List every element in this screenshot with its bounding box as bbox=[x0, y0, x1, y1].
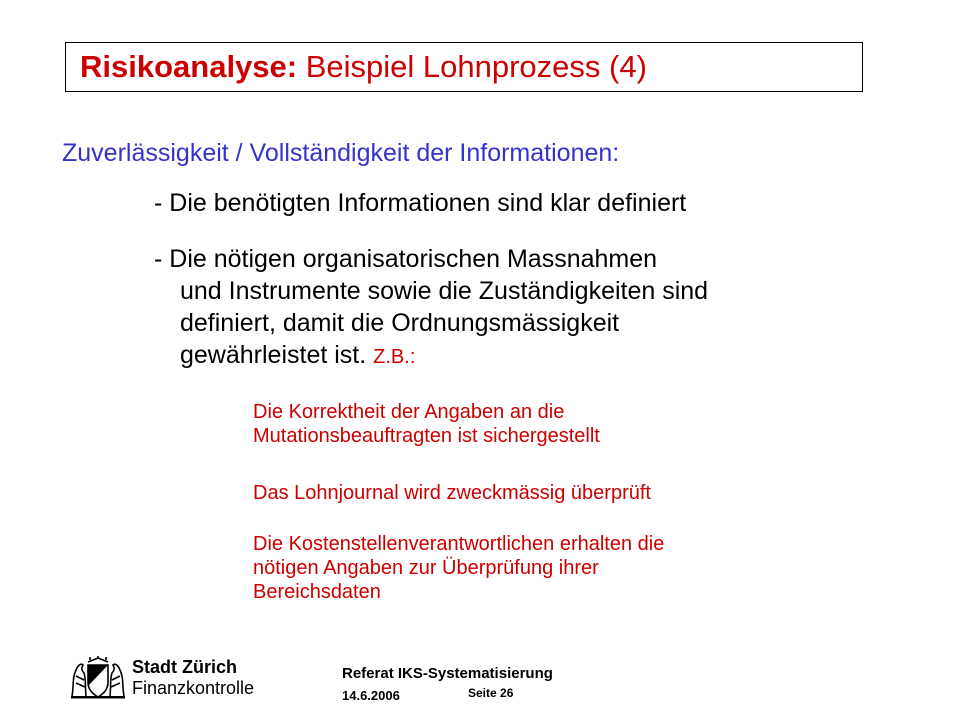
bullet-line: und Instrumente sowie die Zuständigkeiten sind bbox=[180, 277, 709, 305]
example-line: Mutationsbeauftragten ist sichergestellt bbox=[253, 425, 600, 447]
example-marker: Z.B.: bbox=[373, 346, 416, 368]
organization-name bbox=[132, 657, 254, 699]
page-number: Seite 26 bbox=[468, 686, 514, 700]
page-title bbox=[80, 49, 647, 85]
bullet-line-text: gewährleistet ist. bbox=[180, 341, 367, 369]
section-subtitle: Zuverlässigkeit / Vollständigkeit der Informationen: bbox=[62, 139, 620, 167]
title-rest: Beispiel Lohnprozess (4) bbox=[305, 49, 647, 84]
example-line: Die Korrektheit der Angaben an die bbox=[253, 401, 565, 423]
bullet-item bbox=[154, 187, 686, 219]
example-line: nötigen Angaben zur Überprüfung ihrer bbox=[253, 557, 599, 579]
footer-reference: Referat IKS-Systematisierung bbox=[342, 665, 553, 682]
bullet-line: - Die benötigten Informationen sind klar definiert bbox=[154, 189, 687, 217]
organization-line-2: Finanzkontrolle bbox=[132, 678, 255, 698]
bullet-line: - Die nötigen organisatorischen Massnahmen bbox=[154, 245, 658, 273]
bullet-line: definiert, damit die Ordnungsmässigkeit bbox=[180, 309, 620, 337]
example-item bbox=[253, 400, 600, 448]
example-item bbox=[253, 481, 651, 505]
title-bold-part: Risikoanalyse: bbox=[80, 49, 298, 84]
example-line: Das Lohnjournal wird zweckmässig überprüft bbox=[253, 482, 651, 504]
example-line: Bereichsdaten bbox=[253, 581, 381, 603]
example-item bbox=[253, 532, 664, 604]
footer-date: 14.6.2006 bbox=[342, 688, 400, 703]
bullet-item bbox=[154, 243, 708, 373]
bullet-line bbox=[154, 339, 708, 373]
title-box bbox=[65, 42, 863, 92]
zurich-coat-of-arms-icon bbox=[68, 656, 128, 700]
organization-line-1: Stadt Zürich bbox=[132, 657, 238, 677]
example-line: Die Kostenstellenverantwortlichen erhalten die bbox=[253, 533, 665, 555]
